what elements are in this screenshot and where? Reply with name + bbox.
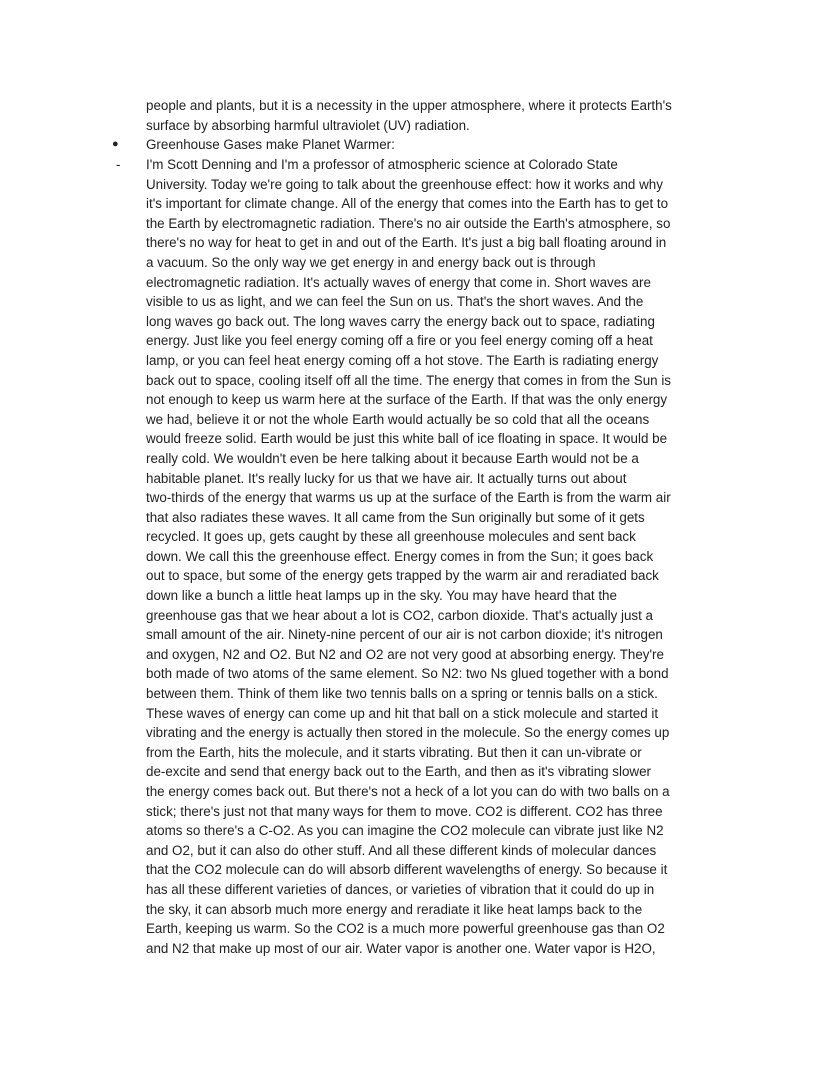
transcript-line: there's no way for heat to get in and out of the Earth. It's just a big ball floating around in — [146, 235, 667, 251]
transcript-line: atoms so there's a C-O2. As you can imagine the CO2 molecule can vibrate just like N2 — [146, 823, 664, 839]
intro-paragraph — [146, 96, 736, 135]
transcript-line: a vacuum. So the only way we get energy in and energy back out is through — [146, 254, 596, 270]
transcript-line: These waves of energy can come up and hit that ball on a stick molecule and started it — [146, 705, 659, 721]
transcript-line: we had, believe it or not the whole Earth would actually be so cold that all the oceans — [146, 411, 650, 427]
transcript-line: the energy comes back out. But there's not a heck of a lot you can do with two balls on a — [146, 784, 670, 799]
transcript-line: and O2, but it can also do other stuff. And all these different kinds of molecular dances — [146, 842, 657, 858]
bullet-marker: ● — [112, 138, 119, 150]
transcript-line: that also radiates these waves. It all came from the Sun originally but some of it gets — [146, 509, 645, 525]
transcript-line: down like a bunch a little heat lamps up in the sky. You may have heard that the — [146, 588, 617, 604]
transcript-line: de-excite and send that energy back out to the Earth, and then as it's vibrating slower — [146, 764, 652, 780]
bullet-item — [146, 135, 736, 155]
transcript-line: two-thirds of the energy that warms us up at the surface of the Earth is from the warm air — [146, 490, 671, 506]
transcript-line: and N2 that make up most of our air. Water vapor is another one. Water vapor is H2O, — [146, 940, 656, 956]
bullet-text: Greenhouse Gases make Planet Warmer: — [146, 137, 395, 152]
transcript-line: both made of two atoms of the same element. So N2: two Ns glued together with a bond — [146, 666, 669, 682]
transcript-line: small amount of the air. Ninety-nine percent of our air is not carbon dioxide; it's nitrogen — [146, 627, 663, 643]
transcript-line: back out to space, cooling itself off all the time. The energy that comes in from the Sun is — [146, 372, 671, 388]
transcript-line: lamp, or you can feel heat energy coming off a hot stove. The Earth is radiating energy — [146, 352, 659, 368]
transcript-line: that the CO2 molecule can do will absorb different wavelengths of energy. So because it — [146, 862, 668, 878]
transcript-line: not enough to keep us warm here at the surface of the Earth. If that was the only energy — [146, 392, 668, 408]
transcript-line: between them. Think of them like two tennis balls on a spring or tennis balls on a stick. — [146, 686, 658, 702]
intro-line: surface by absorbing harmful ultraviolet (UV) radiation. — [146, 117, 470, 133]
transcript-line: long waves go back out. The long waves carry the energy back out to space, radiating — [146, 313, 655, 329]
transcript-line: and oxygen, N2 and O2. But N2 and O2 are not very good at absorbing energy. They're — [146, 646, 664, 662]
transcript-line: has all these different varieties of dances, or varieties of vibration that it could do up in — [146, 881, 655, 897]
transcript-line: out to space, but some of the energy gets trapped by the warm air and reradiated back — [146, 568, 659, 584]
transcript-line: Earth, keeping us warm. So the CO2 is a much more powerful greenhouse gas than O2 — [146, 921, 665, 937]
intro-line: people and plants, but it is a necessity in the upper atmosphere, where it protects Earth's — [146, 98, 672, 113]
transcript-line: really cold. We wouldn't even be here talking about it because Earth would not be a — [146, 450, 639, 466]
transcript-line: vibrating and the energy is actually then stored in the molecule. So the energy comes up — [146, 725, 670, 741]
transcript-line: would freeze solid. Earth would be just this white ball of ice floating in space. It would be — [146, 431, 668, 447]
transcript-line: habitable planet. It's really lucky for us that we have air. It actually turns out about — [146, 470, 627, 486]
transcript-line: down. We call this the greenhouse effect. Energy comes in from the Sun; it goes back — [146, 548, 654, 564]
transcript-line: electromagnetic radiation. It's actually waves of energy that come in. Short waves are — [146, 274, 651, 290]
transcript-line: energy. Just like you feel energy coming off a fire or you feel energy coming off a heat — [146, 333, 653, 349]
transcript-line: I'm Scott Denning and I'm a professor of atmospheric science at Colorado State — [146, 157, 618, 172]
transcript-line: the sky, it can absorb much more energy and reradiate it like heat lamps back to the — [146, 901, 643, 917]
transcript-paragraph — [146, 155, 736, 958]
transcript-line: from the Earth, hits the molecule, and it starts vibrating. But then it can un-vibrate or — [146, 744, 642, 760]
transcript-line: visible to us as light, and we can feel the Sun on us. That's the short waves. And the — [146, 294, 644, 310]
transcript-line: the Earth by electromagnetic radiation. There's no air outside the Earth's atmosphere, so — [146, 215, 671, 231]
transcript-line: recycled. It goes up, gets caught by these all greenhouse molecules and sent back — [146, 529, 636, 545]
transcript-line: greenhouse gas that we hear about a lot is CO2, carbon dioxide. That's actually just a — [146, 607, 653, 623]
transcript-line: stick; there's just not that many ways for them to move. CO2 is different. CO2 has three — [146, 803, 663, 819]
transcript-line: University. Today we're going to talk about the greenhouse effect: how it works and why — [146, 176, 663, 192]
transcript-line: it's important for climate change. All of the energy that comes into the Earth has to get to — [146, 196, 669, 212]
dash-marker: - — [116, 157, 121, 172]
